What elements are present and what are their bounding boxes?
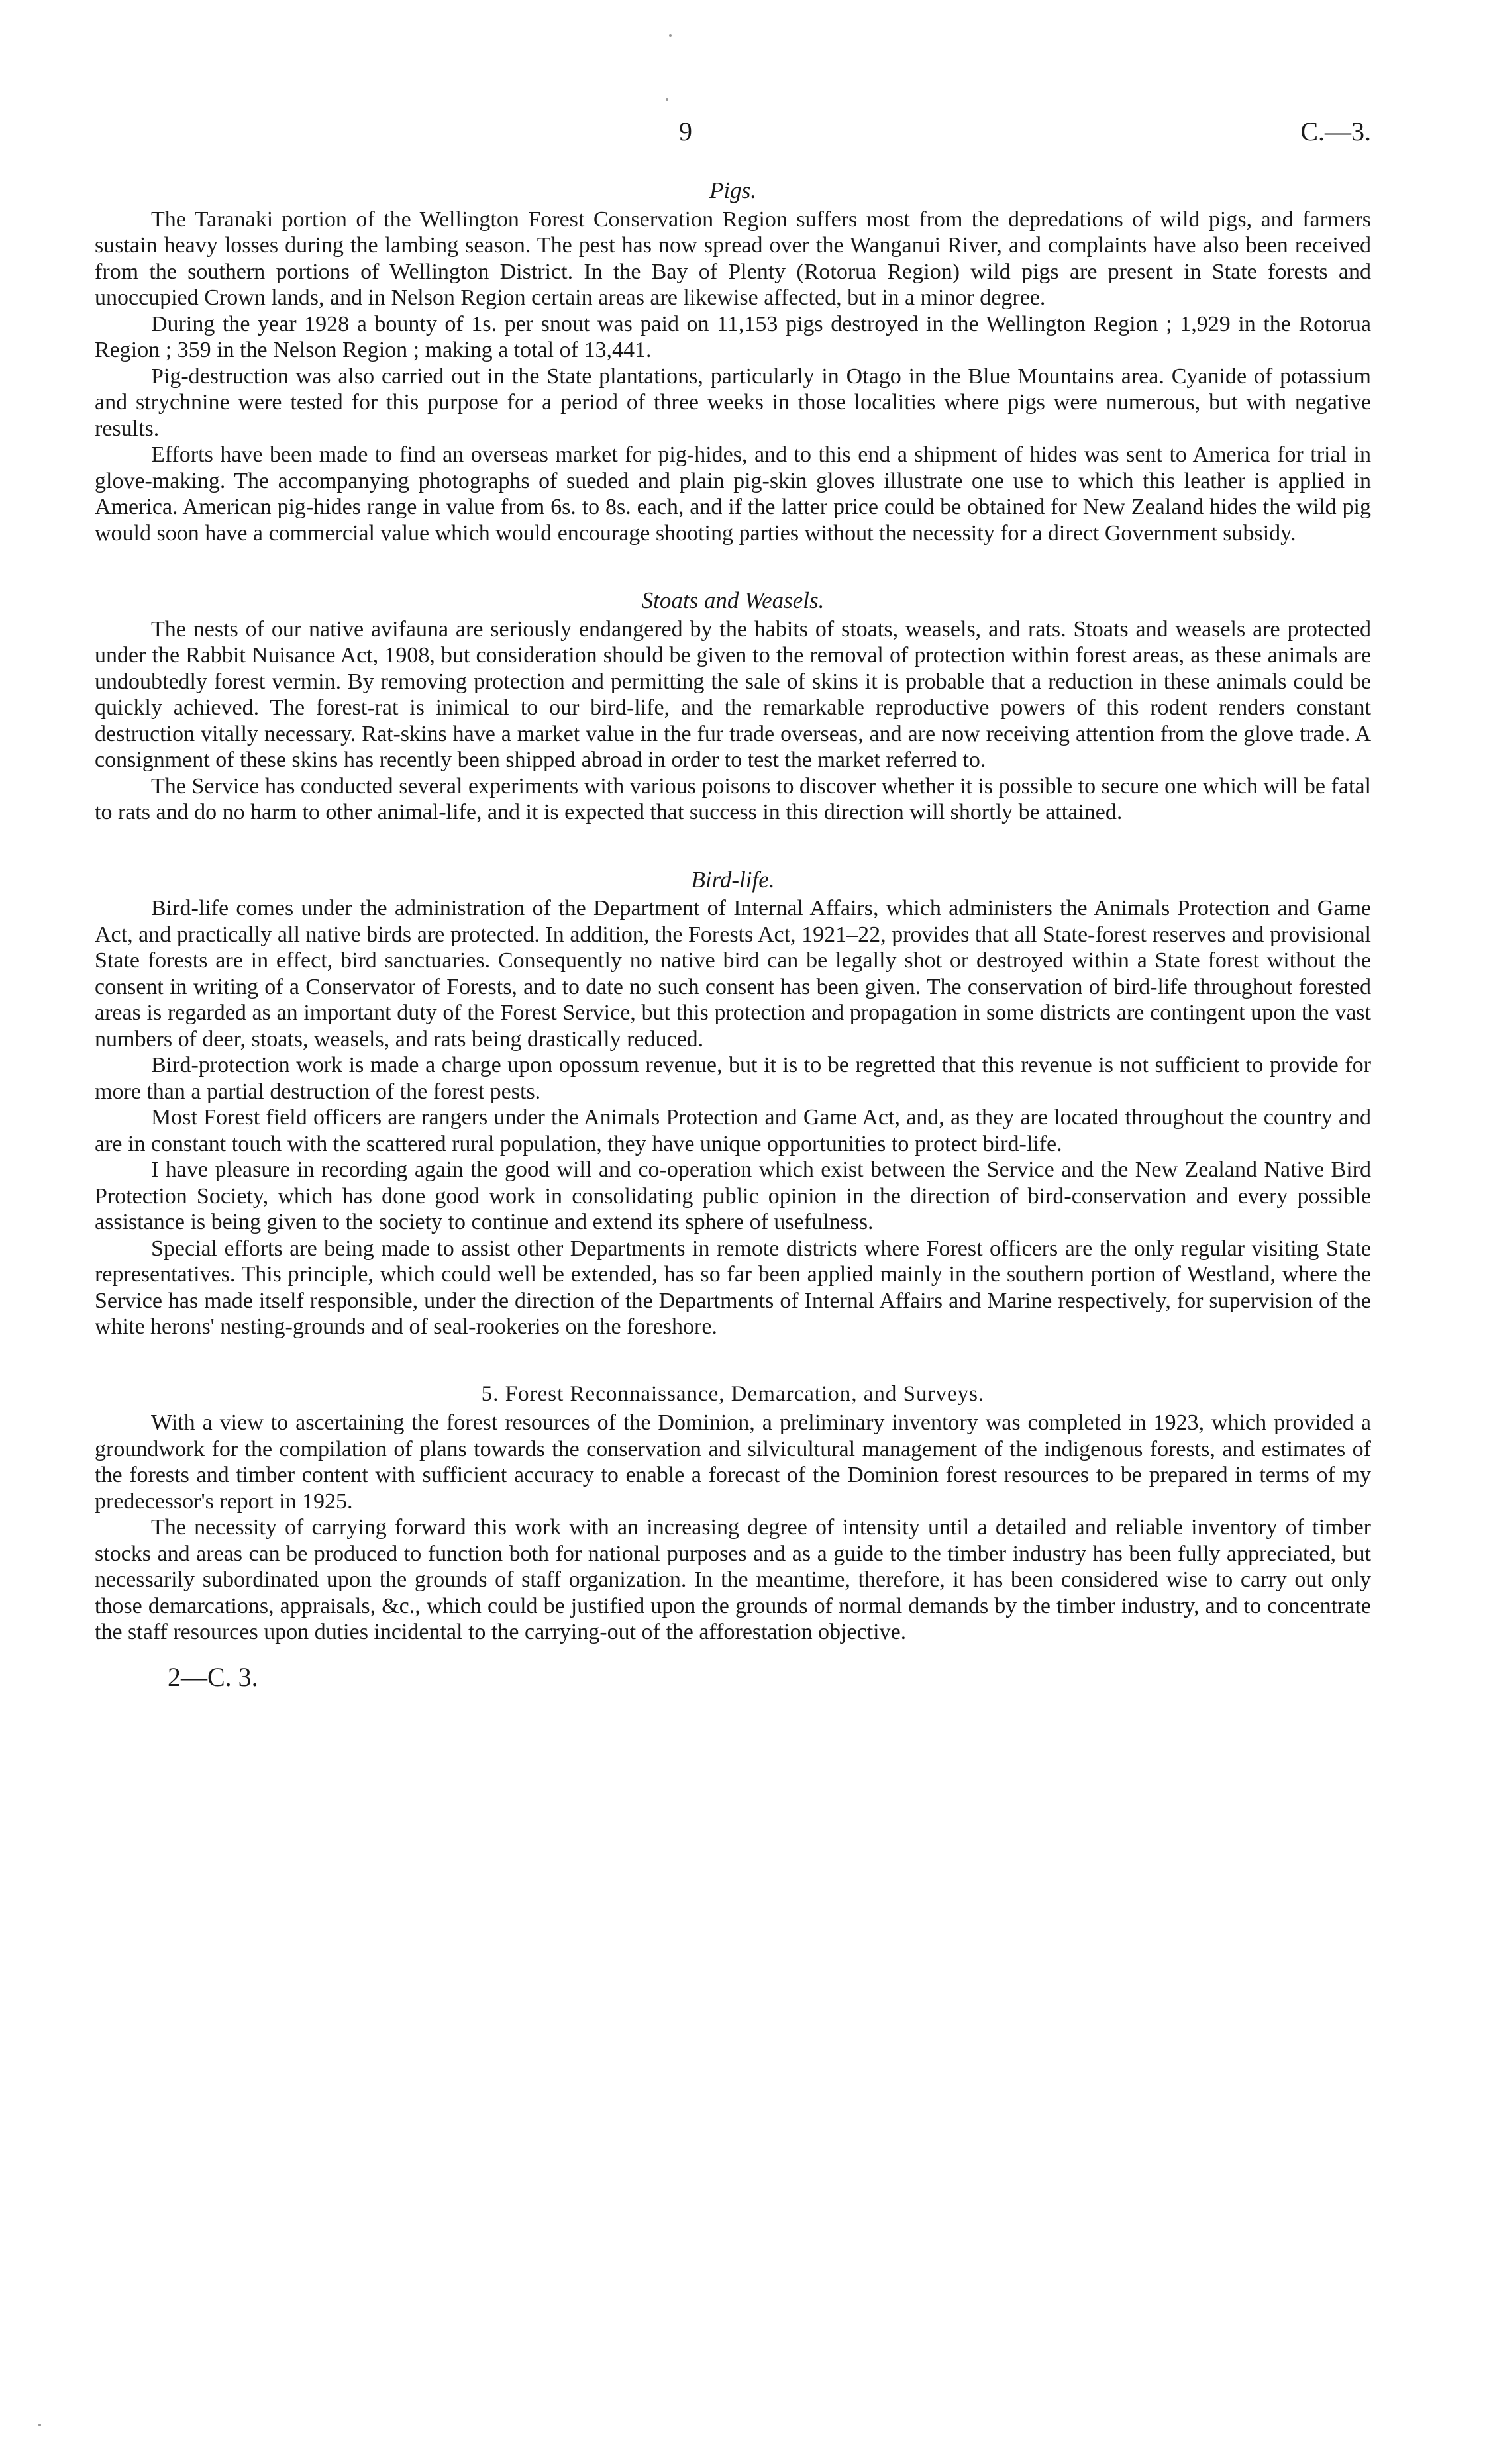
section-spacer — [95, 826, 1371, 867]
paragraph: The Service has conducted several experiments with various poisons to discover whether it is possible to secure one which will be fatal to rats and do no harm to other animal-life, and it is expected that success in this direction will shortly be attained. — [95, 773, 1371, 824]
paragraph: The Taranaki portion of the Wellington Forest Conservation Region suffers most from the depredations of wild pigs, and farmers sustain heavy losses during the lambing season. The pest has now spread over the Wanganui River, and complaints have also been received from the southern portions of Wellington District. In the Bay of Plenty (Rotorua Region) wild pigs are present in State forests and unoccupied Crown lands, and in Nelson Region certain areas are likewise affected, but in a minor degree. — [95, 207, 1371, 310]
paragraph: I have pleasure in recording again the good will and co-operation which exist between the Service and the New Zealand Native Bird Protection Society, which has done good work in consolidating public opinion in the direction of bird-conservation and every possible assistance is being given to the society to continue and extend its sphere of usefulness. — [95, 1158, 1371, 1234]
paragraph: During the year 1928 a bounty of 1s. per snout was paid on 11,153 pigs destroyed in the Wellington Region ; 1,929 in the Rotorua Region ; 359 in the Nelson Region ; making a total of 13,441. — [95, 311, 1371, 362]
paragraph: The nests of our native avifauna are seriously endangered by the habits of stoats, weasels, and rats. Stoats and weasels are protected under the Rabbit Nuisance Act, 1908, but consideration should be given to the removal of protection within forest areas, as these animals are undoubtedly forest vermin. By removing protection and permitting the sale of skins it is probable that a reduction in these animals could be quickly achieved. The forest-rat is inimical to our bird-life, and the remarkable reproductive powers of this rodent renders constant destruction vitally necessary. Rat-skins have a market value in the fur trade overseas, and are now receiving attention from the glove trade. A consignment of these skins has recently been shipped abroad in order to test the market referred to. — [95, 616, 1371, 772]
section-title-pigs: Pigs. — [709, 177, 756, 203]
paragraph: Pig-destruction was also carried out in the State plantations, particularly in Otago in the Blue Mountains area. Cyanide of potassium and strychnine were tested for this purpose for a period of three weeks in those localities where pigs were numerous, but with negative results. — [95, 364, 1371, 441]
section-title-stoats: Stoats and Weasels. — [641, 587, 825, 613]
paragraph: Efforts have been made to find an overseas market for pig-hides, and to this end a shipment of hides was sent to America for trial in glove-making. The accompanying photographs of sueded and plain pig-skin gloves illustrate one use to which this leather is applied in America. American pig-hides range in value from 6s. to 8s. each, and if the latter price could be obtained for New Zealand hides the wild pig would soon have a commercial value which would encourage shooting parties without the necessity for a direct Government subsidy. — [95, 442, 1371, 546]
section-title-birdlife: Bird-life. — [691, 866, 775, 893]
paragraph: Special efforts are being made to assist other Departments in remote districts where Forest officers are the only regular visiting State representatives. This principle, which could well be extended, has so far been applied mainly in the southern portion of Westland, where the Service has made itself responsible, under the direction of the Departments of Internal Affairs and Marine respectively, for supervision of the white herons' nesting-grounds and of seal-rookeries on the foreshore. — [95, 1236, 1371, 1339]
paragraph: The necessity of carrying forward this work with an increasing degree of intensity until a detailed and reliable inventory of timber stocks and areas can be produced to function both for national purposes and as a guide to the timber industry has been fully appreciated, but necessarily subordinated upon the grounds of staff organization. In the meantime, therefore, it has been considered wise to carry out only those demarcations, appraisals, &c., which could be justified upon the grounds of normal demands by the timber industry, and to concentrate the staff resources upon duties incidental to the carrying-out of the afforestation objective. — [95, 1515, 1371, 1644]
section-spacer — [95, 1340, 1371, 1381]
signature-reference: 2—C. 3. — [168, 1661, 258, 1692]
paragraph: Bird-protection work is made a charge upon opossum revenue, but it is to be regretted that this revenue is not sufficient to provide for more than a partial destruction of the forest pests. — [95, 1053, 1371, 1104]
paragraph: With a view to ascertaining the forest resources of the Dominion, a preliminary inventory was completed in 1923, which provided a groundwork for the compilation of plans towards the conservation and silvicultural management of the indigenous forests, and estimates of the forests and timber content with sufficient accuracy to enable a forecast of the Dominion forest resources to be prepared in terms of my predecessor's report in 1925. — [95, 1410, 1371, 1514]
section-spacer — [95, 546, 1371, 587]
paragraph: Most Forest field officers are rangers under the Animals Protection and Game Act, and, as they are located throughout the country and are in constant touch with the scattered rural population, they have unique opportunities to protect bird-life. — [95, 1105, 1371, 1156]
report-code: C.—3. — [1300, 117, 1371, 146]
page-body — [95, 177, 1371, 1690]
scan-speck — [666, 98, 668, 101]
scan-speck — [669, 34, 672, 37]
section-title-reconnaissance: 5. Forest Reconnaissance, Demarcation, and Surveys. — [481, 1381, 985, 1406]
scan-speck — [38, 2424, 41, 2426]
page-number: 9 — [679, 117, 692, 146]
paragraph: Bird-life comes under the administration of the Department of Internal Affairs, which administers the Animals Protection and Game Act, and practically all native birds are protected. In addition, the Forests Act, 1921–22, provides that all State-forest reserves and provisional State forests are in effect, bird sanctuaries. Consequently no native bird can be legally shot or destroyed within a State forest without the consent in writing of a Conservator of Forests, and to date no such consent has been given. The conservation of bird-life throughout forested areas is regarded as an important duty of the Forest Service, but this protection and propagation in some districts are contingent upon the vast numbers of deer, stoats, weasels, and rats being drastically reduced. — [95, 896, 1371, 1052]
